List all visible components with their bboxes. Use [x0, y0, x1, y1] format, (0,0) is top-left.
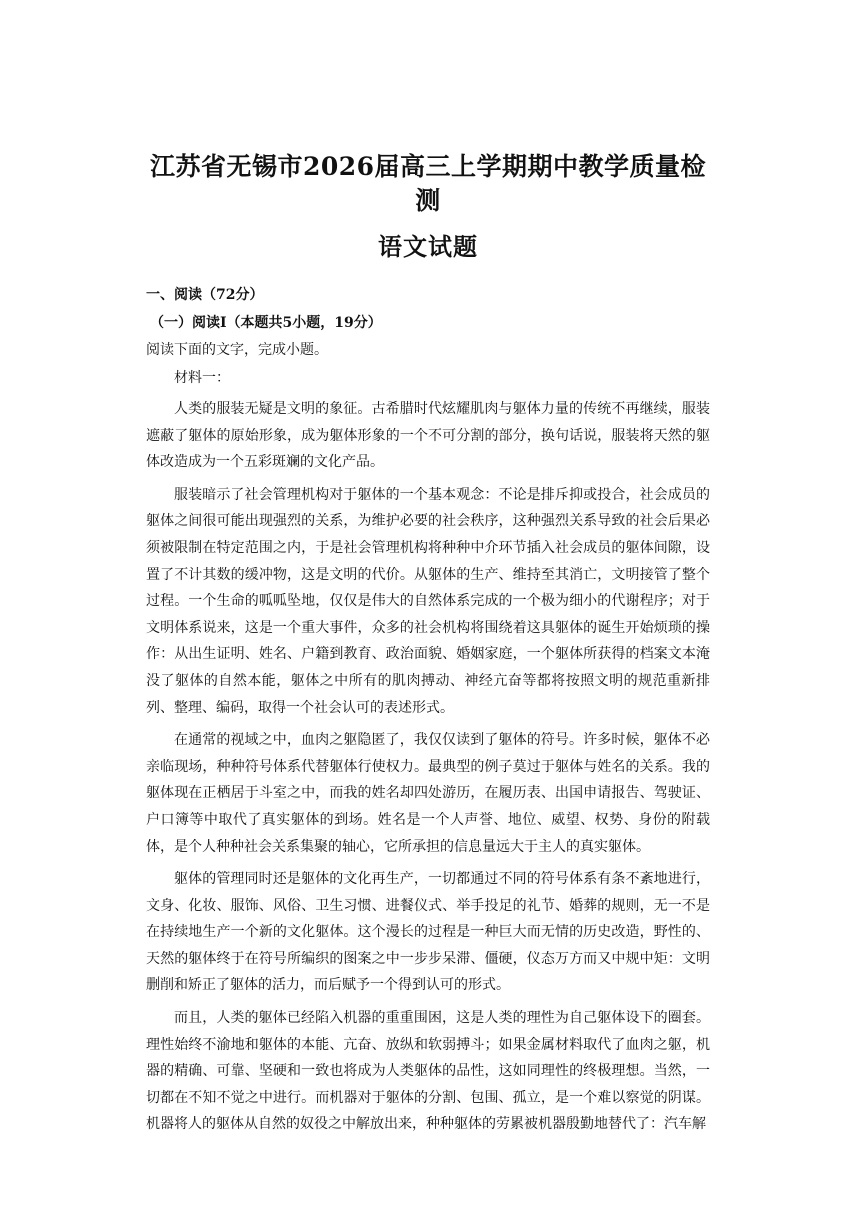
body-paragraph-4: 躯体的管理同时还是躯体的文化再生产，一切都通过不同的符号体系有条不紊地进行，文身、化妆、服饰、风俗、卫生习惯、进餐仪式、举手投足的礼节、婚葬的规则，无一不是在持续地生产一个新的文化躯体。这个漫长的过程是一种巨大而无情的历史改造，野性的、天然的躯体终于在符号所编织的图案之中一步步呆滞、僵硬，仪态万方而又中规中矩：文明删削和矫正了躯体的活力，而后赋予一个得到认可的形式。 — [146, 871, 710, 994]
body-paragraph-3: 在通常的视域之中，血肉之躯隐匿了，我仅仅读到了躯体的符号。许多时候，躯体不必亲临现场，种种符号体系代替躯体行使权力。最典型的例子莫过于躯体与姓名的关系。我的躯体现在正栖居于斗室之中，而我的姓名却四处游历，在履历表、出国申请报告、驾驶证、户口簿等中取代了真实躯体的到场。姓名是一个人声誉、地位、威望、权势、身份的附载体，是个人种种社会关系集聚的轴心，它所承担的信息量远大于主人的真实躯体。 — [146, 732, 710, 855]
document-title: 江苏省无锡市2026届高三上学期期中教学质量检测 — [149, 152, 707, 215]
material-one-label: 材料一： — [174, 370, 230, 386]
document-subtitle: 语文试题 — [378, 232, 478, 261]
reading-instruction: 阅读下面的文字，完成小题。 — [146, 342, 328, 358]
body-paragraph-1: 人类的服装无疑是文明的象征。古希腊时代炫耀肌肉与躯体力量的传统不再继续，服装遮蔽了躯体的原始形象，成为躯体形象的一个不可分割的部分，换句话说，服装将天然的躯体改造成为一个五彩斑斓的文化产品。 — [146, 401, 710, 471]
reading1-subsection-heading: （一）阅读Ⅰ（本题共5小题，19分） — [150, 315, 382, 331]
body-paragraph-5: 而且，人类的躯体已经陷入机器的重重围困，这是人类的理性为自己躯体设下的圈套。理性始终不渝地和躯体的本能、亢奋、放纵和软弱搏斗；如果金属材料取代了血肉之躯，机器的精确、可靠、坚硬和一致也将成为人类躯体的品性，这如同理性的终极理想。当然，一切都在不知不觉之中进行。而机器对于躯体的分割、包围、孤立，是一个难以察觉的阴谋。机器将人的躯体从自然的奴役之中解放出来，种种躯体的劳累被机器殷勤地替代了：汽车解 — [146, 1010, 710, 1133]
body-paragraph-2: 服装暗示了社会管理机构对于躯体的一个基本观念：不论是排斥抑或投合，社会成员的躯体之间很可能出现强烈的关系，为维护必要的社会秩序，这种强烈关系导致的社会后果必须被限制在特定范围之内，于是社会管理机构将种种中介环节插入社会成员的躯体间隙，设置了不计其数的缓冲物，这是文明的代价。从躯体的生产、维持至其消亡，文明接管了整个过程。一个生命的呱呱坠地，仅仅是伟大的自然体系完成的一个极为细小的代谢程序；对于文明体系说来，这是一个重大事件，众多的社会机构将围绕着这具躯体的诞生开始烦琐的操作：从出生证明、姓名、户籍到教育、政治面貌、婚姻家庭，一个躯体所获得的档案文本淹没了躯体的自然本能，躯体之中所有的肌肉搏动、神经亢奋等都将按照文明的规范重新排列、整理、编码，取得一个社会认可的表述形式。 — [146, 486, 710, 716]
reading-section-heading: 一、阅读（72分） — [146, 287, 264, 303]
